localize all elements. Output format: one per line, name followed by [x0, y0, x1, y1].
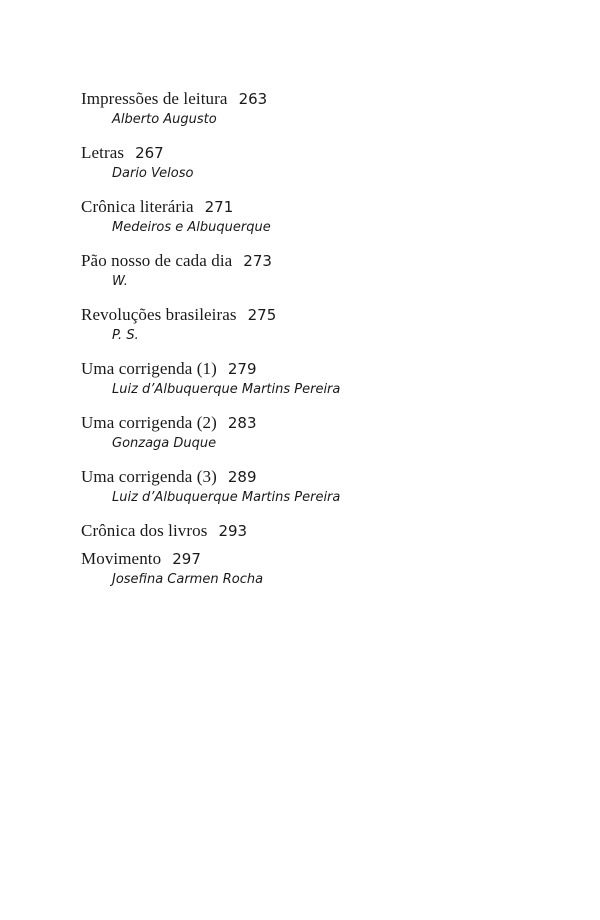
- toc-page-number: 275: [247, 306, 277, 324]
- toc-entry: [81, 304, 561, 358]
- toc-entry: [81, 358, 561, 412]
- toc-title: Movimento: [81, 549, 162, 568]
- toc-title: Impressões de leitura: [81, 89, 228, 108]
- toc-page-number: 279: [227, 360, 257, 378]
- toc-title-line: [81, 304, 561, 326]
- toc-title: Pão nosso de cada dia: [81, 251, 233, 270]
- toc-entry: [81, 466, 561, 520]
- toc-title-line: [81, 466, 561, 488]
- toc-title-line: [81, 142, 561, 164]
- toc-entry: [81, 412, 561, 466]
- toc-title-line: [81, 88, 561, 110]
- toc-title: Uma corrigenda (3): [81, 467, 217, 486]
- toc-title: Crônica literária: [81, 197, 194, 216]
- toc-author: Alberto Augusto: [112, 112, 217, 127]
- toc-page-number: 271: [204, 198, 234, 216]
- toc-title: Uma corrigenda (1): [81, 359, 217, 378]
- toc-page-number: 293: [218, 522, 248, 540]
- toc-page-number: 283: [227, 414, 257, 432]
- toc-author: Luiz d’Albuquerque Martins Pereira: [112, 490, 341, 505]
- toc-entry: [81, 142, 561, 196]
- toc-title-line: [81, 520, 561, 542]
- toc-title: Crônica dos livros: [81, 521, 208, 540]
- toc-title-line: [81, 196, 561, 218]
- table-of-contents: [81, 88, 561, 602]
- toc-title-line: [81, 358, 561, 380]
- toc-author: W.: [112, 274, 128, 289]
- toc-author: Medeiros e Albuquerque: [112, 220, 271, 235]
- toc-title-line: [81, 548, 561, 570]
- toc-title: Revoluções brasileiras: [81, 305, 237, 324]
- toc-title-line: [81, 250, 561, 272]
- toc-author: P. S.: [112, 328, 139, 343]
- toc-entry: [81, 250, 561, 304]
- toc-author: Gonzaga Duque: [112, 436, 217, 451]
- toc-page-number: 267: [135, 144, 164, 162]
- toc-author: Dario Veloso: [112, 166, 194, 181]
- toc-page-number: 289: [227, 468, 257, 486]
- toc-author: Josefina Carmen Rocha: [112, 572, 264, 587]
- toc-entry: [81, 520, 561, 548]
- toc-title: Letras: [81, 143, 125, 162]
- toc-page-number: 273: [243, 252, 272, 270]
- toc-page-number: 263: [238, 90, 268, 108]
- toc-page-number: 297: [172, 550, 201, 568]
- toc-entry: [81, 548, 561, 602]
- toc-entry: [81, 196, 561, 250]
- toc-author: Luiz d’Albuquerque Martins Pereira: [112, 382, 341, 397]
- toc-title-line: [81, 412, 561, 434]
- toc-entry: [81, 88, 561, 142]
- toc-title: Uma corrigenda (2): [81, 413, 217, 432]
